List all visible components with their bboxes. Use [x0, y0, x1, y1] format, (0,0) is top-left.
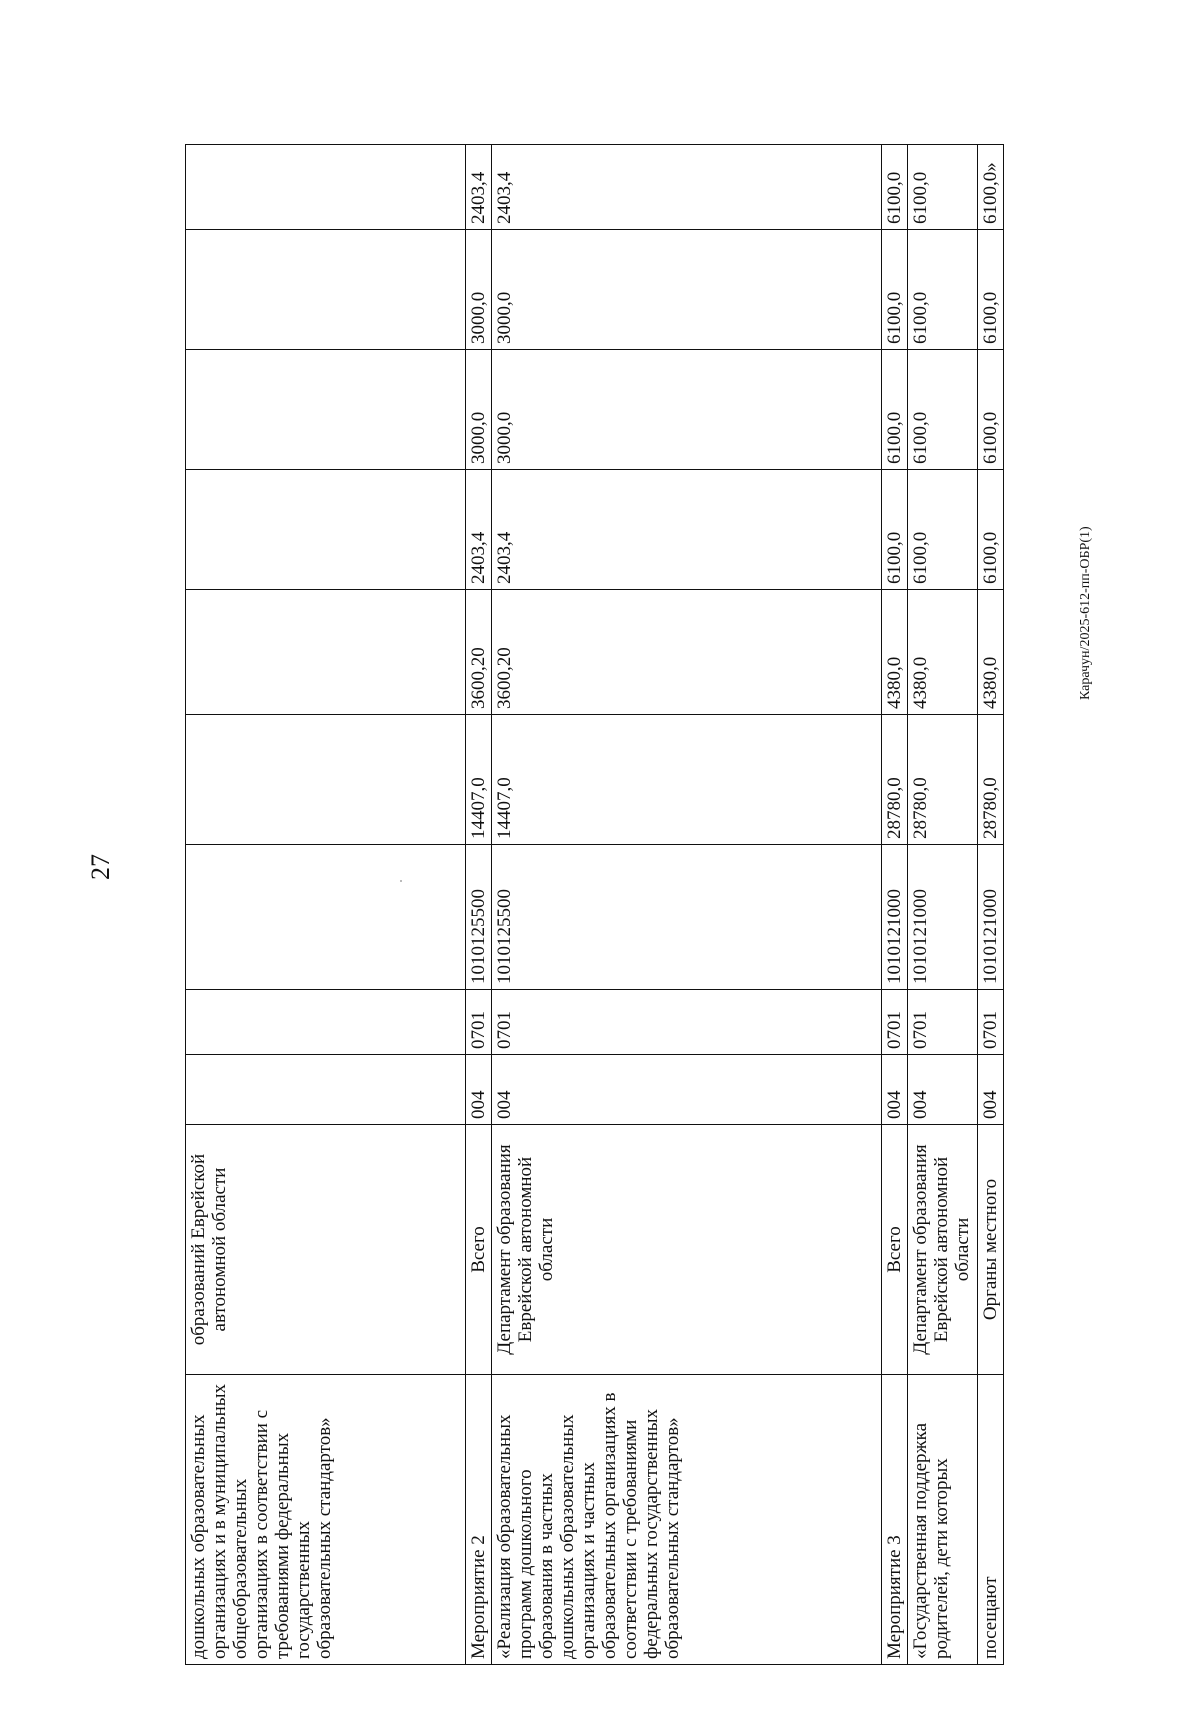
value-cell: 6100,0 — [978, 350, 1004, 470]
csr-cell — [186, 845, 466, 990]
value-cell: 28780,0 — [882, 715, 908, 845]
activity-cell: Мероприятие 3 — [882, 1375, 908, 1665]
csr-cell: 1010125500 — [492, 845, 882, 990]
executor-cell: Всего — [882, 1125, 908, 1375]
grbs-cell: 004 — [978, 1055, 1004, 1125]
value-cell: 4380,0 — [908, 590, 978, 715]
value-cell — [186, 230, 466, 350]
value-cell: 3000,0 — [492, 230, 882, 350]
rz-cell: 0701 — [978, 990, 1004, 1055]
executor-cell: Всего — [466, 1125, 492, 1375]
table-row — [466, 145, 492, 1665]
value-cell: 6100,0 — [882, 350, 908, 470]
rz-cell: 0701 — [908, 990, 978, 1055]
value-cell: 14407,0 — [492, 715, 882, 845]
scan-speck — [400, 880, 402, 882]
grbs-cell: 004 — [882, 1055, 908, 1125]
value-cell — [186, 350, 466, 470]
value-cell — [186, 715, 466, 845]
value-cell: 6100,0 — [882, 230, 908, 350]
value-cell: 2403,4 — [466, 145, 492, 230]
table-row — [978, 145, 1004, 1665]
value-cell: 6100,0 — [908, 350, 978, 470]
csr-cell: 1010125500 — [466, 845, 492, 990]
grbs-cell: 004 — [908, 1055, 978, 1125]
value-cell: 3000,0 — [492, 350, 882, 470]
value-cell — [186, 145, 466, 230]
executor-cell: Органы местного — [978, 1125, 1004, 1375]
page-number: 27 — [86, 854, 115, 880]
table-row — [882, 145, 908, 1665]
value-cell: 6100,0 — [978, 230, 1004, 350]
activity-cell: дошкольных образовательных организациях и в муниципальных общеобразовательных организациях в соответствии с требованиями федеральных государственных образовательных стандартов» — [186, 1375, 466, 1665]
value-cell: 2403,4 — [492, 145, 882, 230]
value-cell: 28780,0 — [908, 715, 978, 845]
value-cell: 2403,4 — [492, 470, 882, 590]
activity-cell: «Реализация образовательных программ дошкольного образования в частных дошкольных образовательных организациях и частных образовательных организациях в соответствии с требованиями федеральных государственных образовательных стандартов» — [492, 1375, 882, 1665]
value-cell — [186, 590, 466, 715]
grbs-cell: 004 — [466, 1055, 492, 1125]
activity-cell: посещают — [978, 1375, 1004, 1665]
value-cell: 4380,0 — [882, 590, 908, 715]
rz-cell: 0701 — [492, 990, 882, 1055]
activity-cell: «Государственная поддержка родителей, дети которых — [908, 1375, 978, 1665]
rz-cell: 0701 — [466, 990, 492, 1055]
value-cell: 3000,0 — [466, 350, 492, 470]
executor-cell: образований Еврейской автономной области — [186, 1125, 466, 1375]
value-cell: 6100,0 — [978, 470, 1004, 590]
grbs-cell: 004 — [492, 1055, 882, 1125]
executor-cell: Департамент образования Еврейской автономной области — [492, 1125, 882, 1375]
budget-table — [185, 144, 1004, 1665]
executor-cell: Департамент образования Еврейской автономной области — [908, 1125, 978, 1375]
value-cell: 14407,0 — [466, 715, 492, 845]
table-row — [186, 145, 466, 1665]
value-cell: 3000,0 — [466, 230, 492, 350]
rotated-table-container — [185, 145, 1105, 1665]
rz-cell — [186, 990, 466, 1055]
table-row — [908, 145, 978, 1665]
csr-cell: 1010121000 — [882, 845, 908, 990]
value-cell: 6100,0 — [882, 470, 908, 590]
value-cell — [186, 470, 466, 590]
value-cell: 6100,0 — [908, 230, 978, 350]
value-cell: 4380,0 — [978, 590, 1004, 715]
grbs-cell — [186, 1055, 466, 1125]
value-cell: 6100,0 — [908, 470, 978, 590]
value-cell: 6100,0» — [978, 145, 1004, 230]
document-footer-code: Карачун/2025-612-пп-ОБР(1) — [1078, 526, 1093, 700]
csr-cell: 1010121000 — [978, 845, 1004, 990]
value-cell: 3600,20 — [466, 590, 492, 715]
activity-cell: Мероприятие 2 — [466, 1375, 492, 1665]
value-cell: 6100,0 — [882, 145, 908, 230]
value-cell: 3600,20 — [492, 590, 882, 715]
value-cell: 2403,4 — [466, 470, 492, 590]
table-row — [492, 145, 882, 1665]
csr-cell: 1010121000 — [908, 845, 978, 990]
value-cell: 6100,0 — [908, 145, 978, 230]
value-cell: 28780,0 — [978, 715, 1004, 845]
rz-cell: 0701 — [882, 990, 908, 1055]
